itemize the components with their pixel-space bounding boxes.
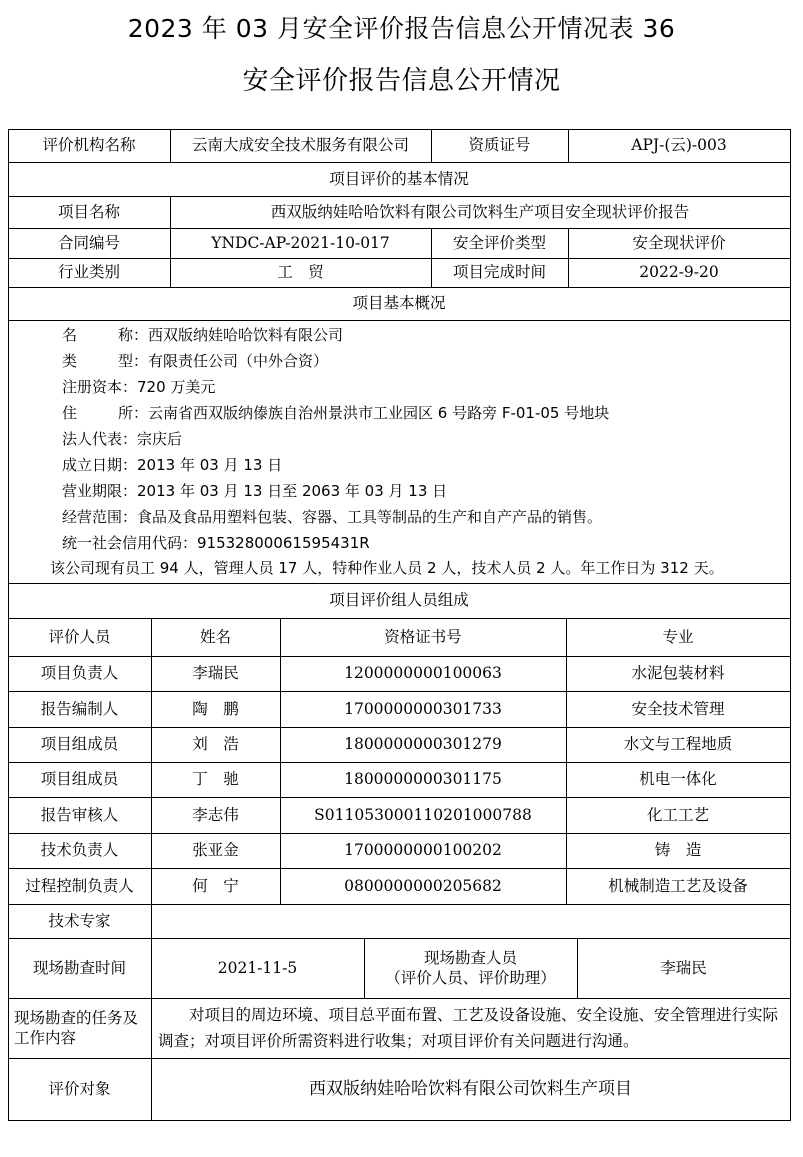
eval-object-label: 评价对象 — [48, 1079, 111, 1098]
tech-expert-label: 技术专家 — [48, 911, 111, 930]
eval-type-label: 安全评价类型 — [452, 233, 546, 252]
survey-task-label: 现场勘查的任务及工作内容 — [14, 1008, 139, 1047]
member-role: 项目组成员 — [40, 770, 119, 789]
address-label: 住 所： — [62, 404, 148, 422]
legal-representative: 法人代表：宗庆后 — [62, 430, 183, 448]
member-role: 技术负责人 — [40, 841, 119, 860]
business-term: 营业期限：2013 年 03 月 13 日至 2063 年 03 月 13 日 — [62, 482, 448, 500]
team-header-major: 专业 — [662, 627, 694, 646]
business-scope: 经营范围：食品及食品用塑料包装、容器、工具等制品的生产和自产产品的销售。 — [62, 508, 603, 526]
cert-value: APJ-(云)-003 — [631, 136, 727, 155]
member-cert: 1200000000100063 — [344, 664, 502, 683]
member-name: 张亚金 — [192, 841, 239, 860]
type-label: 类 型： — [62, 352, 148, 370]
org-value: 云南大成安全技术服务有限公司 — [191, 136, 409, 155]
member-major: 铸 造 — [654, 841, 702, 860]
survey-staff-value: 李瑞民 — [660, 958, 707, 977]
member-name: 何 宁 — [192, 876, 239, 895]
industry-value: 工 贸 — [277, 263, 324, 282]
member-major: 水泥包装材料 — [631, 664, 725, 683]
member-name: 李志伟 — [192, 805, 239, 824]
document-subtitle: 安全评价报告信息公开情况 — [242, 66, 561, 96]
tech-expert-value — [151, 904, 790, 938]
eval-type-value: 安全现状评价 — [632, 233, 726, 252]
member-role: 报告编制人 — [40, 699, 119, 718]
member-name: 刘 浩 — [192, 735, 239, 754]
company-name: 西双版纳娃哈哈饮料有限公司 — [148, 326, 344, 344]
member-major: 水文与工程地质 — [623, 735, 733, 754]
document-title: 2023 年 03 月安全评价报告信息公开情况表 36 — [127, 14, 676, 43]
industry-label: 行业类别 — [57, 263, 120, 282]
basic-section-heading: 项目评价的基本情况 — [329, 169, 469, 188]
team-section-heading: 项目评价组人员组成 — [329, 591, 469, 610]
member-major: 安全技术管理 — [631, 699, 725, 718]
founded-date: 成立日期：2013 年 03 月 13 日 — [62, 456, 283, 474]
company-address: 云南省西双版纳傣族自治州景洪市工业园区 6 号路旁 F-01-05 号地块 — [148, 404, 610, 422]
finish-date-label: 项目完成时间 — [452, 263, 546, 282]
member-cert: 0800000000205682 — [344, 876, 502, 895]
survey-staff-label-main: 现场勘查人员 — [423, 948, 517, 967]
member-cert: 1700000000301733 — [344, 699, 502, 718]
project-name-value: 西双版纳娃哈哈饮料有限公司饮料生产项目安全现状评价报告 — [270, 202, 690, 221]
member-role: 项目组成员 — [40, 735, 119, 754]
member-role: 过程控制负责人 — [25, 876, 134, 895]
member-cert: S011053000110201000788 — [314, 805, 532, 824]
member-name: 陶 鹏 — [192, 699, 239, 718]
member-cert: 1800000000301175 — [344, 770, 502, 789]
staff-summary: 该公司现有员工 94 人，管理人员 17 人，特种作业人员 2 人，技术人员 2 人。年工作日为 312 天。 — [50, 559, 724, 577]
member-role: 项目负责人 — [40, 664, 119, 683]
name-label: 名 称： — [62, 326, 148, 344]
finish-date-value: 2022-9-20 — [639, 263, 719, 282]
registered-capital: 注册资本：720 万美元 — [62, 378, 216, 396]
member-major: 机电一体化 — [639, 770, 717, 789]
survey-task-content: 对项目的周边环境、项目总平面布置、工艺及设备设施、安全设施、安全管理进行实际调查；对项目评价所需资料进行收集；对项目评价有关问题进行沟通。 — [158, 1006, 779, 1050]
team-header-role: 评价人员 — [48, 627, 111, 646]
member-major: 机械制造工艺及设备 — [608, 876, 748, 895]
survey-time-label: 现场勘查时间 — [32, 958, 126, 977]
org-label: 评价机构名称 — [42, 136, 136, 155]
eval-object-value: 西双版纳娃哈哈饮料有限公司饮料生产项目 — [309, 1078, 632, 1099]
survey-time-value: 2021-11-5 — [217, 958, 298, 977]
profile-section-heading: 项目基本概况 — [352, 294, 446, 313]
credit-code: 统一社会信用代码：91532800061595431R — [62, 534, 370, 552]
team-header-name: 姓名 — [199, 627, 231, 646]
survey-staff-label — [364, 938, 577, 998]
survey-staff-label-sub: （评价人员、评价助理） — [385, 969, 556, 987]
company-type: 有限责任公司（中外合资） — [148, 352, 329, 370]
member-cert: 1800000000301279 — [344, 735, 502, 754]
member-name: 丁 驰 — [192, 770, 239, 789]
member-major: 化工工艺 — [646, 805, 709, 824]
team-header-cert: 资格证书号 — [384, 627, 462, 646]
contract-label: 合同编号 — [57, 233, 120, 252]
member-cert: 1700000000100202 — [344, 841, 502, 860]
member-name: 李瑞民 — [192, 664, 239, 683]
project-name-label: 项目名称 — [57, 202, 120, 221]
member-role: 报告审核人 — [40, 805, 119, 824]
company-profile — [8, 321, 790, 583]
contract-value: YNDC-AP-2021-10-017 — [211, 233, 390, 252]
cert-label: 资质证号 — [468, 136, 531, 155]
